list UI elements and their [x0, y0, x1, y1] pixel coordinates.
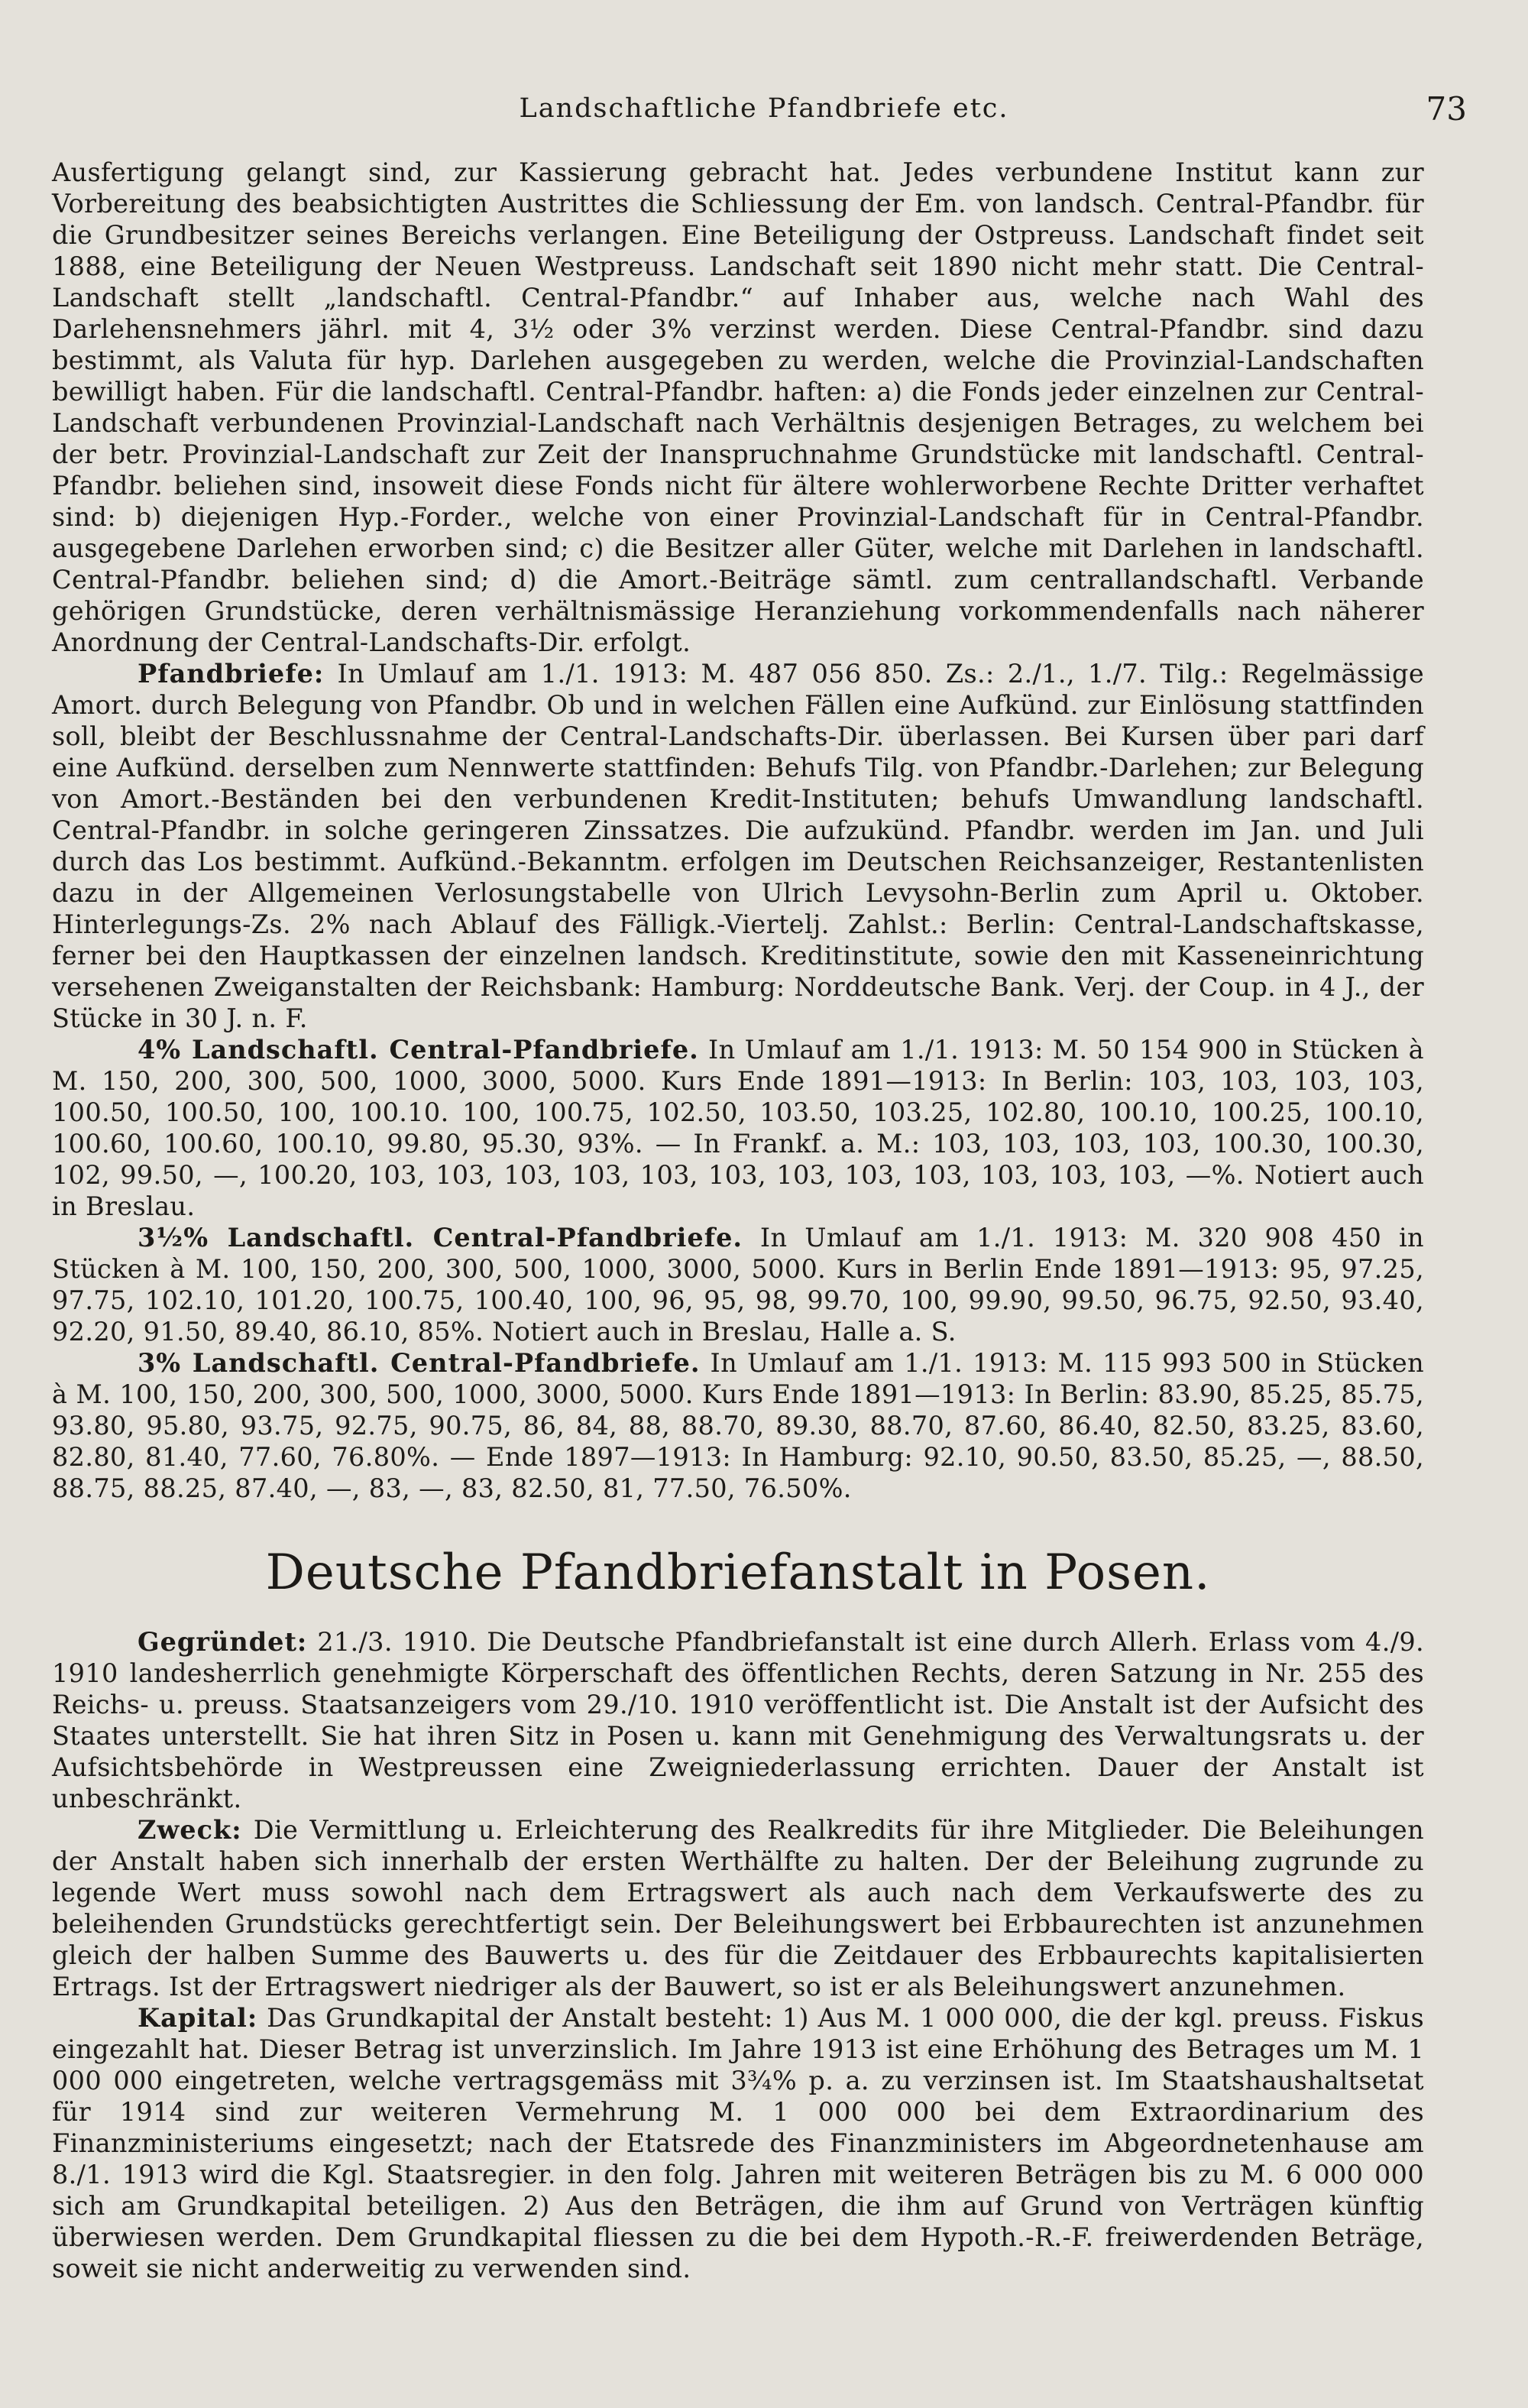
text-3pct: In Umlauf am 1./1. 1913: M. 115 993 500 in Stücken à M. 100, 150, 200, 300, 500, 1000, 3000, 5000. Kurs Ende 1891—1913: In Berlin: 83.90, 85.25, 85.75, 93.80, 95.80, 93.75, 92.75, 90.75, 86, 84, 88, 88.70, 89.30, 88.70, 87.60, 86.40, 82.50, 83.25, 83.60, 82.80, 81.40, 77.60, 76.80%. — Ende 1897—1913: In Hamburg: 92.10, 90.50, 83.50, 85.25, —, 88.50, 88.75, 88.25, 87.40, —, 83, —, 83, 82.50, 81, 77.50, 76.50%. [52, 1348, 1424, 1503]
paragraph-zweck [52, 1814, 1424, 2002]
page-body [52, 157, 1424, 2284]
paragraph-pfandbriefe [52, 658, 1424, 1034]
label-kapital: Kapital: [138, 2003, 258, 2033]
label-gegruendet: Gegründet: [138, 1627, 308, 1657]
text-gegruendet: 21./3. 1910. Die Deutsche Pfandbriefanstalt ist eine durch Allerh. Erlass vom 4./9. 1910 landesherrlich genehmigte Körperschaft des öffentlichen Rechts, deren Satzung in Nr. 255 des Reichs- u. preuss. Staatsanzeigers vom 29./10. 1910 veröffentlicht ist. Die Anstalt ist der Aufsicht des Staates unterstellt. Sie hat ihren Sitz in Posen u. kann mit Genehmigung des Verwaltungsrats u. der Aufsichtsbehörde in Westpreussen eine Zweigniederlassung errichten. Dauer der Anstalt ist unbeschränkt. [52, 1627, 1424, 1813]
paragraph-3-5pct [52, 1222, 1424, 1347]
running-head [46, 90, 1482, 136]
text-4pct: In Umlauf am 1./1. 1913: M. 50 154 900 in Stücken à M. 150, 200, 300, 500, 1000, 3000, 5000. Kurs Ende 1891—1913: In Berlin: 103, 103, 103, 103, 100.50, 100.50, 100, 100.10. 100, 100.75, 102.50, 103.50, 103.25, 102.80, 100.10, 100.25, 100.10, 100.60, 100.60, 100.10, 99.80, 95.30, 93%. — In Frankf. a. M.: 103, 103, 103, 103, 100.30, 100.30, 102, 99.50, —, 100.20, 103, 103, 103, 103, 103, 103, 103, 103, 103, 103, 103, 103, —%. Notiert auch in Breslau. [52, 1035, 1424, 1221]
text-3-5pct: In Umlauf am 1./1. 1913: M. 320 908 450 in Stücken à M. 100, 150, 200, 300, 500, 1000, 3000, 5000. Kurs in Berlin Ende 1891—1913: 95, 97.25, 97.75, 102.10, 101.20, 100.75, 100.40, 100, 96, 95, 98, 99.70, 100, 99.90, 99.50, 96.75, 92.50, 93.40, 92.20, 91.50, 89.40, 86.10, 85%. Notiert auch in Breslau, Halle a. S. [52, 1223, 1424, 1347]
running-title: Landschaftliche Pfandbriefe etc. [519, 93, 1009, 124]
paragraph-central-landschaft: Ausfertigung gelangt sind, zur Kassierung gebracht hat. Jedes verbundene Institut kann zur Vorbereitung des beabsichtigten Austrittes die Schliessung der Em. von landsch. Central-Pfandbr. für die Grundbesitzer seines Bereichs verlangen. Eine Beteiligung der Ostpreuss. Landschaft findet seit 1888, eine Beteiligung der Neuen Westpreuss. Landschaft seit 1890 nicht mehr statt. Die Central-Landschaft stellt „landschaftl. Central-Pfandbr.“ auf Inhaber aus, welche nach Wahl des Darlehensnehmers jährl. mit 4, 3½ oder 3% verzinst werden. Diese Central-Pfandbr. sind dazu bestimmt, als Valuta für hyp. Darlehen ausgegeben zu werden, welche die Provinzial-Landschaften bewilligt haben. Für die landschaftl. Central-Pfandbr. haften: a) die Fonds jeder einzelnen zur Central-Landschaft verbundenen Provinzial-Landschaft nach Verhältnis desjenigen Betrages, zu welchem bei der betr. Provinzial-Landschaft zur Zeit der Inanspruchnahme Grundstücke mit landschaftl. Central-Pfandbr. beliehen sind, insoweit diese Fonds nicht für ältere wohlerworbene Rechte Dritter verhaftet sind: b) diejenigen Hyp.-Forder., welche von einer Provinzial-Landschaft für in Central-Pfandbr. ausgegebene Darlehen erworben sind; c) die Besitzer aller Güter, welche mit Darlehen in landschaftl. Central-Pfandbr. beliehen sind; d) die Amort.-Beiträge sämtl. zum centrallandschaftl. Verbande gehörigen Grundstücke, deren verhältnismässige Heranziehung vorkommendenfalls nach näherer Anordnung der Central-Landschafts-Dir. erfolgt. [52, 157, 1424, 657]
label-pfandbriefe: Pfandbriefe: [138, 659, 325, 689]
label-zweck: Zweck: [138, 1815, 242, 1845]
paragraph-kapital [52, 2002, 1424, 2284]
label-4pct: 4% Landschaftl. Central-Pfandbriefe. [138, 1035, 699, 1065]
text-pfandbriefe: In Umlauf am 1./1. 1913: M. 487 056 850. Zs.: 2./1., 1./7. Tilg.: Regelmässige Amort. durch Belegung von Pfandbr. Ob und in welchen Fällen eine Aufkünd. zur Einlösung stattfinden soll, bleibt der Beschlussnahme der Central-Landschafts-Dir. überlassen. Bei Kursen über pari darf eine Aufkünd. derselben zum Nennwerte stattfinden: Behufs Tilg. von Pfandbr.-Darlehen; zur Belegung von Amort.-Beständen bei den verbundenen Kredit-Instituten; behufs Umwandlung landschaftl. Central-Pfandbr. in solche geringeren Zinssatzes. Die aufzukünd. Pfandbr. werden im Jan. und Juli durch das Los bestimmt. Aufkünd.-Bekanntm. erfolgen im Deutschen Reichsanzeiger, Restantenlisten dazu in der Allgemeinen Verlosungstabelle von Ulrich Levysohn-Berlin zum April u. Oktober. Hinterlegungs-Zs. 2% nach Ablauf des Fälligk.-Viertelj. Zahlst.: Berlin: Central-Landschaftskasse, ferner bei den Hauptkassen der einzelnen landsch. Kreditinstitute, sowie den mit Kasseneinrichtung versehenen Zweiganstalten der Reichsbank: Hamburg: Norddeutsche Bank. Verj. der Coup. in 4 J., der Stücke in 30 J. n. F. [52, 659, 1424, 1033]
label-3-5pct: 3½% Landschaftl. Central-Pfandbriefe. [138, 1223, 743, 1253]
page-number: 73 [1426, 90, 1467, 128]
paragraph-4pct [52, 1034, 1424, 1222]
label-3pct: 3% Landschaftl. Central-Pfandbriefe. [138, 1348, 701, 1378]
paragraph-gegruendet [52, 1626, 1424, 1814]
text-zweck: Die Vermittlung u. Erleichterung des Realkredits für ihre Mitglieder. Die Beleihungen der Anstalt haben sich innerhalb der ersten Werthälfte zu halten. Der der Beleihung zugrunde zu legende Wert muss sowohl nach dem Ertragswert als auch nach dem Verkaufswerte des zu beleihenden Grundstücks gerechtfertigt sein. Der Beleihungswert bei Erbbaurechten ist anzunehmen gleich der halben Summe des Bauwerts u. des für die Zeitdauer des Erbbaurechts kapitalisierten Ertrags. Ist der Ertragswert niedriger als der Bauwert, so ist er als Beleihungswert anzunehmen. [52, 1815, 1424, 2001]
text-kapital: Das Grundkapital der Anstalt besteht: 1) Aus M. 1 000 000, die der kgl. preuss. Fiskus eingezahlt hat. Dieser Betrag ist unverzinslich. Im Jahre 1913 ist eine Erhöhung des Betrages um M. 1 000 000 eingetreten, welche vertragsgemäss mit 3¾% p. a. zu verzinsen ist. Im Staatshaushaltsetat für 1914 sind zur weiteren Vermehrung M. 1 000 000 bei dem Extraordinarium des Finanzministeriums eingesetzt; nach der Etatsrede des Finanzministers im Abgeordnetenhause am 8./1. 1913 wird die Kgl. Staatsregier. in den folg. Jahren mit weiteren Beträgen bis zu M. 6 000 000 sich am Grundkapital beteiligen. 2) Aus den Beträgen, die ihm auf Grund von Verträgen künftig überwiesen werden. Dem Grundkapital fliessen zu die bei dem Hypoth.-R.-F. freiwerdenden Beträge, soweit sie nicht anderweitig zu verwenden sind. [52, 2003, 1424, 2283]
section-heading: Deutsche Pfandbriefanstalt in Posen. [265, 1544, 1211, 1601]
paragraph-3pct [52, 1347, 1424, 1504]
